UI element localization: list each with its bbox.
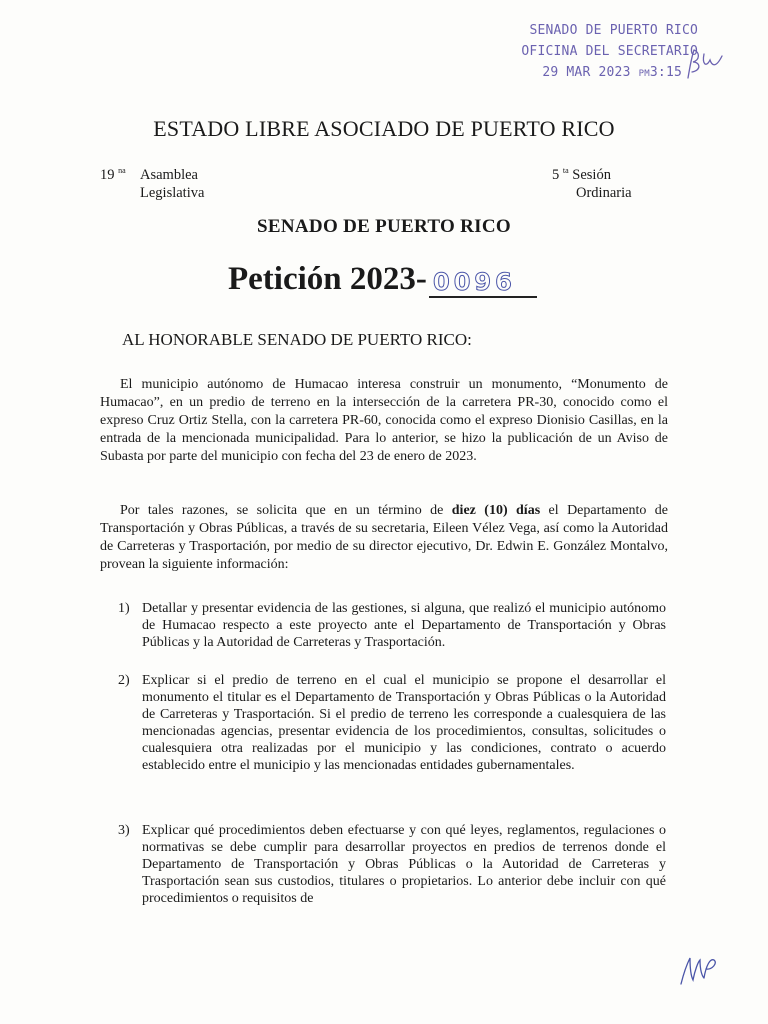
list-item-1: 1) Detallar y presentar evidencia de las gestiones, si alguna, que realizó el municipio autónomo de Humacao respecto a este proyecto ante el Departamento de Transportación y Obras Públicas y la Autoridad de Carreteras y Trasportación. bbox=[118, 601, 666, 650]
list-item-2: 2) Explicar si el predio de terreno en el cual el municipio se propone el desarrollar el monumento el titular es el Departamento de Transportación y Obras Públicas o la Autoridad de Carreteras y Trasportación. Si el predio de terreno les corresponde a cualesquiera de las mencionadas agencias, presentar evidencia de los procedimientos, consultas, solicitudes o cualesquiera otra realizadas por el municipio y las condiciones, contrato o acuerdo establecido entre el municipio y las mencionadas entidades gubernamentales. bbox=[118, 673, 666, 773]
session-info: 5 $^{ta}$ Sesión Ordinaria bbox=[552, 166, 632, 201]
list-item-3: 3) Explicar qué procedimientos deben efectuarse y con qué leyes, reglamentos, regulaciones o normativas se debe cumplir para desarrollar proyectos en predios de terrenos donde el Departamento de Transportación y Obras Públicas o la Autoridad de Carreteras y Trasportación sean sus custodios, titulares o propietarios. Lo anterior debe incluir con qué procedimientos o requisitos de bbox=[118, 823, 666, 906]
paragraph-1: El municipio autónomo de Humacao interesa construir un monumento, “Monumento de Humacao”, en un predio de terreno en la intersección de la carretera PR-30, conocido como el expreso Cruz Ortiz Stella, con la carretera PR-60, conocida como el expreso Dionisio Casillas, en la entrada de la mencionada municipalidad. Para lo anterior, se hizo la publicación de un Aviso de Subasta por parte del municipio con fecha del 23 de enero de 2023. bbox=[100, 377, 668, 464]
stamp-date: 29 MAR 2023 PM3:15 bbox=[542, 65, 682, 80]
petition-number-field bbox=[429, 260, 537, 298]
assembly-info: 19 $^{na}$ Asamblea Legislativa bbox=[100, 166, 205, 201]
petition-title: Petición 2023- 0096 bbox=[228, 260, 537, 298]
footer-initials-signature bbox=[678, 954, 720, 988]
stamp-line-2: OFICINA DEL SECRETARIO bbox=[521, 44, 698, 59]
received-stamp bbox=[521, 20, 698, 85]
stamp-line-1: SENADO DE PUERTO RICO bbox=[529, 23, 698, 38]
svg-text:0096: 0096 bbox=[432, 268, 516, 296]
petition-number-handwritten bbox=[431, 266, 535, 296]
salutation: AL HONORABLE SENADO DE PUERTO RICO: bbox=[122, 330, 472, 349]
document-title: ESTADO LIBRE ASOCIADO DE PUERTO RICO bbox=[153, 116, 615, 141]
stamp-initials-signature bbox=[684, 44, 726, 84]
paragraph-2: Por tales razones, se solicita que en un término de diez (10) días el Departamento de Transportación y Obras Públicas, a través de su secretaria, Eileen Vélez Vega, así como la Autoridad de Carreteras y Trasportación, por medio de su director ejecutivo, Dr. Edwin E. González Montalvo, provean la siguiente información: bbox=[100, 503, 668, 572]
senate-heading: SENADO DE PUERTO RICO bbox=[257, 216, 511, 237]
